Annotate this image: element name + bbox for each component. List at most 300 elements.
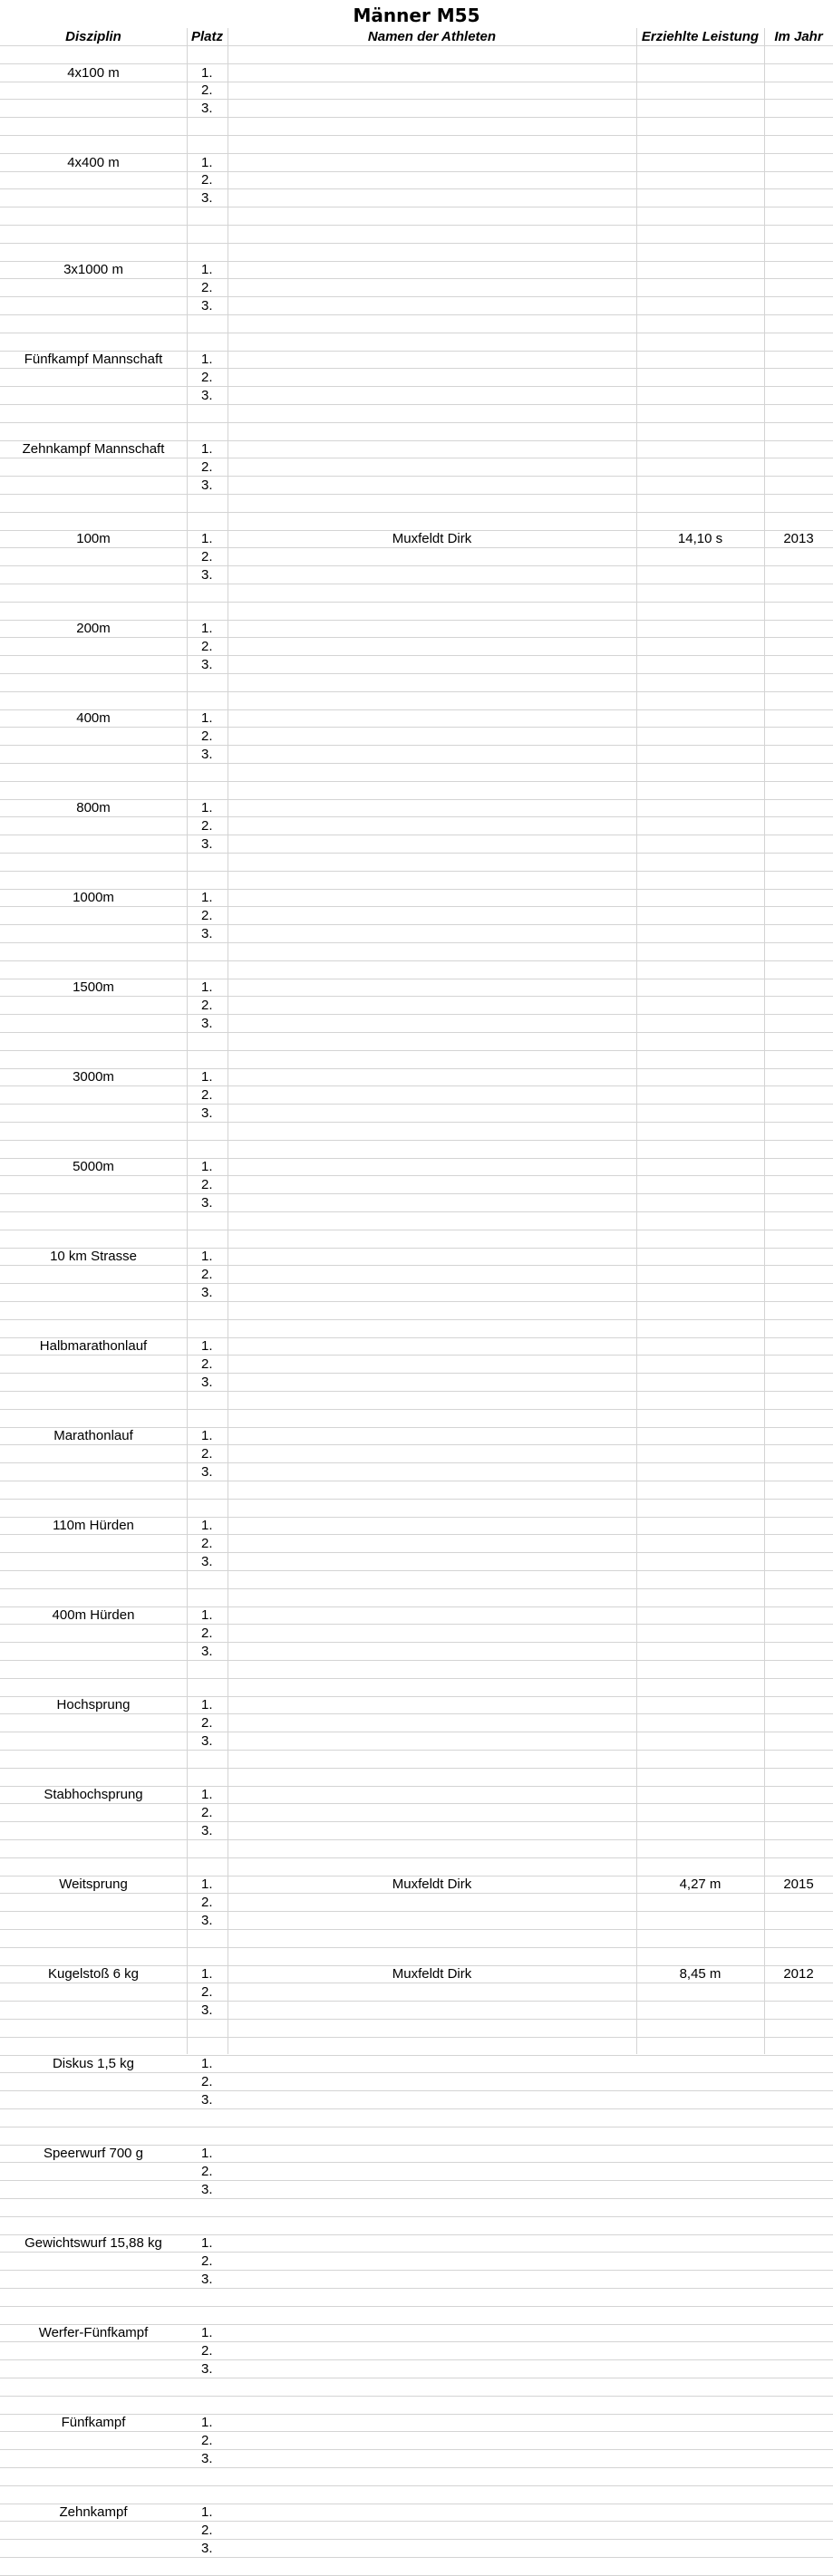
performance-value[interactable]: [636, 1643, 764, 1660]
place-cell[interactable]: 2.: [201, 459, 213, 476]
performance-value[interactable]: [636, 352, 764, 369]
athlete-name[interactable]: [228, 1787, 636, 1804]
performance-value[interactable]: [636, 907, 764, 924]
athlete-name[interactable]: Muxfeldt Dirk: [392, 1877, 472, 1893]
place-cell[interactable]: 2.: [201, 1805, 213, 1821]
place-cell[interactable]: 3.: [201, 2092, 213, 2108]
year-value[interactable]: [764, 1338, 833, 1356]
place-cell[interactable]: 1.: [201, 1159, 213, 1175]
athlete-name[interactable]: [228, 566, 636, 584]
discipline-cell[interactable]: [0, 1625, 187, 1642]
place-cell[interactable]: 3.: [201, 101, 213, 117]
athlete-name[interactable]: [228, 997, 636, 1014]
athlete-name[interactable]: [228, 1894, 636, 1911]
athlete-name[interactable]: [228, 1374, 636, 1391]
discipline-name[interactable]: 800m: [76, 800, 111, 816]
discipline-cell[interactable]: [0, 925, 187, 942]
athlete-name[interactable]: [228, 728, 636, 745]
place-cell[interactable]: 3.: [201, 1554, 213, 1570]
performance-value[interactable]: [636, 1714, 764, 1732]
performance-value[interactable]: [636, 621, 764, 638]
discipline-name[interactable]: Kugelstoß 6 kg: [47, 1966, 140, 1983]
year-value[interactable]: [764, 1714, 833, 1732]
discipline-name[interactable]: 110m Hürden: [53, 1518, 134, 1534]
place-cell[interactable]: 2.: [201, 1895, 213, 1911]
year-value[interactable]: [764, 2002, 833, 2019]
athlete-name[interactable]: [228, 925, 636, 942]
place-cell[interactable]: 2.: [201, 908, 213, 924]
place-cell[interactable]: 2.: [201, 1536, 213, 1552]
year-value[interactable]: [764, 2360, 833, 2378]
performance-value[interactable]: [636, 2415, 764, 2432]
performance-value[interactable]: 14,10 s: [677, 531, 723, 547]
place-cell[interactable]: 2.: [201, 1626, 213, 1642]
athlete-name[interactable]: [228, 800, 636, 817]
year-value[interactable]: [764, 566, 833, 584]
place-cell[interactable]: 3.: [201, 478, 213, 494]
place-cell[interactable]: 1.: [201, 352, 213, 368]
performance-value[interactable]: [636, 1266, 764, 1283]
athlete-name[interactable]: [228, 548, 636, 565]
year-value[interactable]: [764, 1894, 833, 1911]
discipline-cell[interactable]: [0, 2540, 187, 2557]
year-value[interactable]: [764, 1069, 833, 1086]
discipline-cell[interactable]: [0, 1086, 187, 1104]
athlete-name[interactable]: [228, 2522, 636, 2539]
year-value[interactable]: [764, 2432, 833, 2449]
athlete-name[interactable]: [228, 189, 636, 207]
athlete-name[interactable]: [228, 1625, 636, 1642]
discipline-cell[interactable]: [0, 369, 187, 386]
performance-value[interactable]: [636, 387, 764, 404]
athlete-name[interactable]: [228, 1983, 636, 2001]
discipline-cell[interactable]: [0, 2253, 187, 2270]
performance-value[interactable]: [636, 2540, 764, 2557]
year-value[interactable]: [764, 387, 833, 404]
place-cell[interactable]: 3.: [201, 657, 213, 673]
place-cell[interactable]: 3.: [201, 190, 213, 207]
place-cell[interactable]: 1.: [201, 2146, 213, 2162]
athlete-name[interactable]: [228, 1535, 636, 1552]
place-cell[interactable]: 3.: [201, 1823, 213, 1839]
year-value[interactable]: [764, 925, 833, 942]
place-cell[interactable]: 3.: [201, 298, 213, 314]
discipline-cell[interactable]: [0, 1015, 187, 1032]
discipline-name[interactable]: 4x100 m: [67, 64, 120, 81]
discipline-name[interactable]: 10 km Strasse: [50, 1249, 137, 1265]
performance-value[interactable]: [636, 2522, 764, 2539]
performance-value[interactable]: [636, 1697, 764, 1714]
performance-value[interactable]: [636, 1284, 764, 1301]
performance-value[interactable]: [636, 172, 764, 189]
performance-value[interactable]: [636, 1732, 764, 1750]
discipline-cell[interactable]: [0, 638, 187, 655]
athlete-name[interactable]: [228, 2146, 636, 2163]
performance-value[interactable]: [636, 189, 764, 207]
athlete-name[interactable]: [228, 441, 636, 458]
discipline-cell[interactable]: [0, 835, 187, 853]
discipline-name[interactable]: Fünfkampf Mannschaft: [24, 352, 163, 368]
performance-value[interactable]: [636, 2432, 764, 2449]
year-value[interactable]: [764, 979, 833, 997]
discipline-cell[interactable]: [0, 1822, 187, 1839]
year-value[interactable]: [764, 621, 833, 638]
discipline-cell[interactable]: [0, 2360, 187, 2378]
discipline-name[interactable]: Werfer-Fünfkampf: [38, 2325, 149, 2341]
athlete-name[interactable]: [228, 387, 636, 404]
year-value[interactable]: [764, 817, 833, 835]
performance-value[interactable]: [636, 656, 764, 673]
place-cell[interactable]: 2.: [201, 2343, 213, 2359]
performance-value[interactable]: [636, 1249, 764, 1266]
year-value[interactable]: [764, 1105, 833, 1122]
performance-value[interactable]: [636, 1535, 764, 1552]
header-namen[interactable]: Namen der Athleten: [367, 29, 497, 44]
discipline-cell[interactable]: [0, 1284, 187, 1301]
discipline-cell[interactable]: [0, 100, 187, 117]
performance-value[interactable]: [636, 2235, 764, 2253]
discipline-name[interactable]: Zehnkampf: [59, 2504, 128, 2521]
discipline-cell[interactable]: [0, 997, 187, 1014]
year-value[interactable]: [764, 2415, 833, 2432]
place-cell[interactable]: 2.: [201, 280, 213, 296]
performance-value[interactable]: [636, 1804, 764, 1821]
year-value[interactable]: [764, 890, 833, 907]
athlete-name[interactable]: [228, 64, 636, 82]
place-cell[interactable]: 1.: [201, 979, 213, 996]
athlete-name[interactable]: [228, 458, 636, 476]
place-cell[interactable]: 1.: [201, 890, 213, 906]
year-value[interactable]: [764, 2540, 833, 2557]
performance-value[interactable]: [636, 1105, 764, 1122]
performance-value[interactable]: [636, 1194, 764, 1211]
year-value[interactable]: [764, 656, 833, 673]
athlete-name[interactable]: [228, 1643, 636, 1660]
performance-value[interactable]: [636, 710, 764, 728]
place-cell[interactable]: 1.: [201, 2325, 213, 2341]
place-cell[interactable]: 2.: [201, 1984, 213, 2001]
year-value[interactable]: [764, 1983, 833, 2001]
discipline-name[interactable]: 3x1000 m: [63, 262, 123, 278]
discipline-cell[interactable]: [0, 1463, 187, 1481]
athlete-name[interactable]: [228, 2450, 636, 2467]
year-value[interactable]: [764, 2235, 833, 2253]
athlete-name[interactable]: [228, 1553, 636, 1570]
place-cell[interactable]: 1.: [201, 64, 213, 81]
athlete-name[interactable]: [228, 279, 636, 296]
performance-value[interactable]: [636, 1463, 764, 1481]
year-value[interactable]: [764, 64, 833, 82]
performance-value[interactable]: [636, 2056, 764, 2073]
year-value[interactable]: [764, 2522, 833, 2539]
discipline-cell[interactable]: [0, 2002, 187, 2019]
place-cell[interactable]: 1.: [201, 1877, 213, 1893]
discipline-cell[interactable]: [0, 2181, 187, 2198]
performance-value[interactable]: [636, 1086, 764, 1104]
year-value[interactable]: [764, 1445, 833, 1462]
year-value[interactable]: [764, 1176, 833, 1193]
athlete-name[interactable]: [228, 297, 636, 314]
performance-value[interactable]: [636, 297, 764, 314]
athlete-name[interactable]: [228, 2360, 636, 2378]
year-value[interactable]: [764, 1463, 833, 1481]
athlete-name[interactable]: [228, 262, 636, 279]
performance-value[interactable]: [636, 2253, 764, 2270]
place-cell[interactable]: 1.: [201, 1787, 213, 1803]
place-cell[interactable]: 2.: [201, 1356, 213, 1373]
athlete-name[interactable]: [228, 2253, 636, 2270]
place-cell[interactable]: 1.: [201, 2504, 213, 2521]
header-disziplin[interactable]: Disziplin: [65, 29, 121, 44]
discipline-name[interactable]: Zehnkampf Mannschaft: [22, 441, 165, 458]
performance-value[interactable]: [636, 1374, 764, 1391]
discipline-cell[interactable]: [0, 2432, 187, 2449]
year-value[interactable]: [764, 728, 833, 745]
place-cell[interactable]: 2.: [201, 2074, 213, 2090]
performance-value[interactable]: [636, 1356, 764, 1373]
performance-value[interactable]: [636, 279, 764, 296]
athlete-name[interactable]: [228, 1069, 636, 1086]
performance-value[interactable]: [636, 2073, 764, 2090]
year-value[interactable]: [764, 2181, 833, 2198]
year-value[interactable]: [764, 2253, 833, 2270]
athlete-name[interactable]: [228, 638, 636, 655]
place-cell[interactable]: 2.: [201, 2523, 213, 2539]
discipline-cell[interactable]: [0, 172, 187, 189]
place-cell[interactable]: 1.: [201, 1966, 213, 1983]
place-cell[interactable]: 1.: [201, 621, 213, 637]
discipline-name[interactable]: 1000m: [73, 890, 114, 906]
year-value[interactable]: [764, 1015, 833, 1032]
discipline-name[interactable]: 5000m: [73, 1159, 114, 1175]
discipline-cell[interactable]: [0, 1535, 187, 1552]
athlete-name[interactable]: [228, 1428, 636, 1445]
year-value[interactable]: [764, 638, 833, 655]
athlete-name[interactable]: [228, 710, 636, 728]
year-value[interactable]: [764, 1086, 833, 1104]
athlete-name[interactable]: [228, 1176, 636, 1193]
discipline-cell[interactable]: [0, 1983, 187, 2001]
athlete-name[interactable]: [228, 1732, 636, 1750]
year-value[interactable]: [764, 1518, 833, 1535]
place-cell[interactable]: 1.: [201, 1518, 213, 1534]
performance-value[interactable]: [636, 1787, 764, 1804]
performance-value[interactable]: [636, 1983, 764, 2001]
place-cell[interactable]: 2.: [201, 998, 213, 1014]
performance-value[interactable]: [636, 2504, 764, 2522]
discipline-cell[interactable]: [0, 1714, 187, 1732]
year-value[interactable]: [764, 710, 833, 728]
discipline-name[interactable]: Halbmarathonlauf: [39, 1338, 148, 1355]
performance-value[interactable]: [636, 441, 764, 458]
year-value[interactable]: [764, 100, 833, 117]
athlete-name[interactable]: [228, 1822, 636, 1839]
discipline-cell[interactable]: [0, 387, 187, 404]
place-cell[interactable]: 3.: [201, 1105, 213, 1122]
year-value[interactable]: [764, 2091, 833, 2108]
athlete-name[interactable]: [228, 1912, 636, 1929]
discipline-cell[interactable]: [0, 656, 187, 673]
year-value[interactable]: [764, 189, 833, 207]
year-value[interactable]: [764, 1643, 833, 1660]
discipline-name[interactable]: Hochsprung: [56, 1697, 131, 1713]
discipline-name[interactable]: 400m Hürden: [52, 1607, 135, 1624]
athlete-name[interactable]: [228, 979, 636, 997]
discipline-cell[interactable]: [0, 297, 187, 314]
discipline-cell[interactable]: [0, 2342, 187, 2359]
year-value[interactable]: [764, 1607, 833, 1625]
discipline-cell[interactable]: [0, 1194, 187, 1211]
performance-value[interactable]: [636, 1553, 764, 1570]
place-cell[interactable]: 2.: [201, 1177, 213, 1193]
discipline-name[interactable]: Speerwurf 700 g: [43, 2146, 144, 2162]
year-value[interactable]: [764, 1356, 833, 1373]
performance-value[interactable]: [636, 2091, 764, 2108]
discipline-name[interactable]: 200m: [76, 621, 111, 637]
place-cell[interactable]: 1.: [201, 2235, 213, 2252]
discipline-name[interactable]: 1500m: [73, 979, 114, 996]
discipline-cell[interactable]: [0, 2073, 187, 2090]
place-cell[interactable]: 2.: [201, 2253, 213, 2270]
year-value[interactable]: [764, 458, 833, 476]
year-value[interactable]: [764, 1732, 833, 1750]
year-value[interactable]: [764, 2504, 833, 2522]
place-cell[interactable]: 1.: [201, 1607, 213, 1624]
performance-value[interactable]: [636, 1445, 764, 1462]
discipline-cell[interactable]: [0, 2091, 187, 2108]
place-cell[interactable]: 3.: [201, 388, 213, 404]
performance-value[interactable]: [636, 997, 764, 1014]
discipline-cell[interactable]: [0, 2163, 187, 2180]
year-value[interactable]: 2012: [783, 1966, 814, 1983]
discipline-cell[interactable]: [0, 746, 187, 763]
performance-value[interactable]: [636, 548, 764, 565]
performance-value[interactable]: [636, 1912, 764, 1929]
athlete-name[interactable]: [228, 656, 636, 673]
year-value[interactable]: [764, 1266, 833, 1283]
place-cell[interactable]: 1.: [201, 1338, 213, 1355]
year-value[interactable]: [764, 2342, 833, 2359]
discipline-name[interactable]: Weitsprung: [59, 1877, 128, 1893]
performance-value[interactable]: [636, 2146, 764, 2163]
year-value[interactable]: [764, 2146, 833, 2163]
performance-value[interactable]: [636, 1607, 764, 1625]
discipline-cell[interactable]: [0, 1356, 187, 1373]
athlete-name[interactable]: [228, 746, 636, 763]
performance-value[interactable]: [636, 2360, 764, 2378]
place-cell[interactable]: 2.: [201, 1087, 213, 1104]
performance-value[interactable]: [636, 1822, 764, 1839]
place-cell[interactable]: 1.: [201, 800, 213, 816]
place-cell[interactable]: 3.: [201, 1375, 213, 1391]
year-value[interactable]: [764, 1787, 833, 1804]
discipline-cell[interactable]: [0, 458, 187, 476]
athlete-name[interactable]: [228, 907, 636, 924]
place-cell[interactable]: 3.: [201, 2272, 213, 2288]
athlete-name[interactable]: [228, 1015, 636, 1032]
athlete-name[interactable]: [228, 172, 636, 189]
place-cell[interactable]: 3.: [201, 1644, 213, 1660]
header-jahr[interactable]: Im Jahr: [774, 29, 823, 44]
year-value[interactable]: [764, 279, 833, 296]
athlete-name[interactable]: [228, 1086, 636, 1104]
discipline-cell[interactable]: [0, 728, 187, 745]
year-value[interactable]: [764, 997, 833, 1014]
athlete-name[interactable]: [228, 2235, 636, 2253]
place-cell[interactable]: 2.: [201, 370, 213, 386]
discipline-cell[interactable]: [0, 907, 187, 924]
place-cell[interactable]: 3.: [201, 1464, 213, 1481]
discipline-name[interactable]: Diskus 1,5 kg: [52, 2056, 135, 2072]
discipline-cell[interactable]: [0, 1894, 187, 1911]
athlete-name[interactable]: [228, 369, 636, 386]
header-leistung[interactable]: Erziehlte Leistung: [641, 29, 760, 44]
athlete-name[interactable]: [228, 1607, 636, 1625]
athlete-name[interactable]: [228, 2091, 636, 2108]
place-cell[interactable]: 1.: [201, 1069, 213, 1085]
performance-value[interactable]: [636, 2271, 764, 2288]
year-value[interactable]: [764, 2073, 833, 2090]
place-cell[interactable]: 3.: [201, 2002, 213, 2019]
place-cell[interactable]: 1.: [201, 710, 213, 727]
discipline-name[interactable]: 100m: [76, 531, 111, 547]
athlete-name[interactable]: [228, 621, 636, 638]
performance-value[interactable]: [636, 979, 764, 997]
performance-value[interactable]: [636, 100, 764, 117]
performance-value[interactable]: 4,27 m: [679, 1877, 722, 1893]
year-value[interactable]: [764, 1822, 833, 1839]
performance-value[interactable]: [636, 458, 764, 476]
year-value[interactable]: 2015: [783, 1877, 814, 1893]
place-cell[interactable]: 3.: [201, 2182, 213, 2198]
year-value[interactable]: [764, 1697, 833, 1714]
year-value[interactable]: [764, 1553, 833, 1570]
performance-value[interactable]: [636, 1338, 764, 1356]
discipline-cell[interactable]: [0, 817, 187, 835]
athlete-name[interactable]: [228, 2540, 636, 2557]
athlete-name[interactable]: [228, 1804, 636, 1821]
place-cell[interactable]: 2.: [201, 2164, 213, 2180]
discipline-cell[interactable]: [0, 1732, 187, 1750]
athlete-name[interactable]: Muxfeldt Dirk: [392, 531, 472, 547]
place-cell[interactable]: 3.: [201, 1285, 213, 1301]
performance-value[interactable]: [636, 2325, 764, 2342]
performance-value[interactable]: [636, 2342, 764, 2359]
discipline-cell[interactable]: [0, 82, 187, 100]
performance-value[interactable]: [636, 262, 764, 279]
place-cell[interactable]: 2.: [201, 549, 213, 565]
place-cell[interactable]: 1.: [201, 154, 213, 170]
year-value[interactable]: [764, 1428, 833, 1445]
athlete-name[interactable]: [228, 477, 636, 494]
place-cell[interactable]: 1.: [201, 1697, 213, 1713]
athlete-name[interactable]: [228, 154, 636, 171]
performance-value[interactable]: [636, 890, 764, 907]
athlete-name[interactable]: [228, 1266, 636, 1283]
discipline-name[interactable]: Gewichtswurf 15,88 kg: [24, 2235, 162, 2252]
year-value[interactable]: [764, 2271, 833, 2288]
discipline-name[interactable]: Marathonlauf: [53, 1428, 133, 1444]
discipline-cell[interactable]: [0, 548, 187, 565]
athlete-name[interactable]: [228, 352, 636, 369]
year-value[interactable]: [764, 297, 833, 314]
place-cell[interactable]: 2.: [201, 818, 213, 835]
athlete-name[interactable]: [228, 2073, 636, 2090]
year-value[interactable]: [764, 2056, 833, 2073]
athlete-name[interactable]: [228, 1445, 636, 1462]
place-cell[interactable]: 3.: [201, 1733, 213, 1750]
place-cell[interactable]: 3.: [201, 2541, 213, 2557]
